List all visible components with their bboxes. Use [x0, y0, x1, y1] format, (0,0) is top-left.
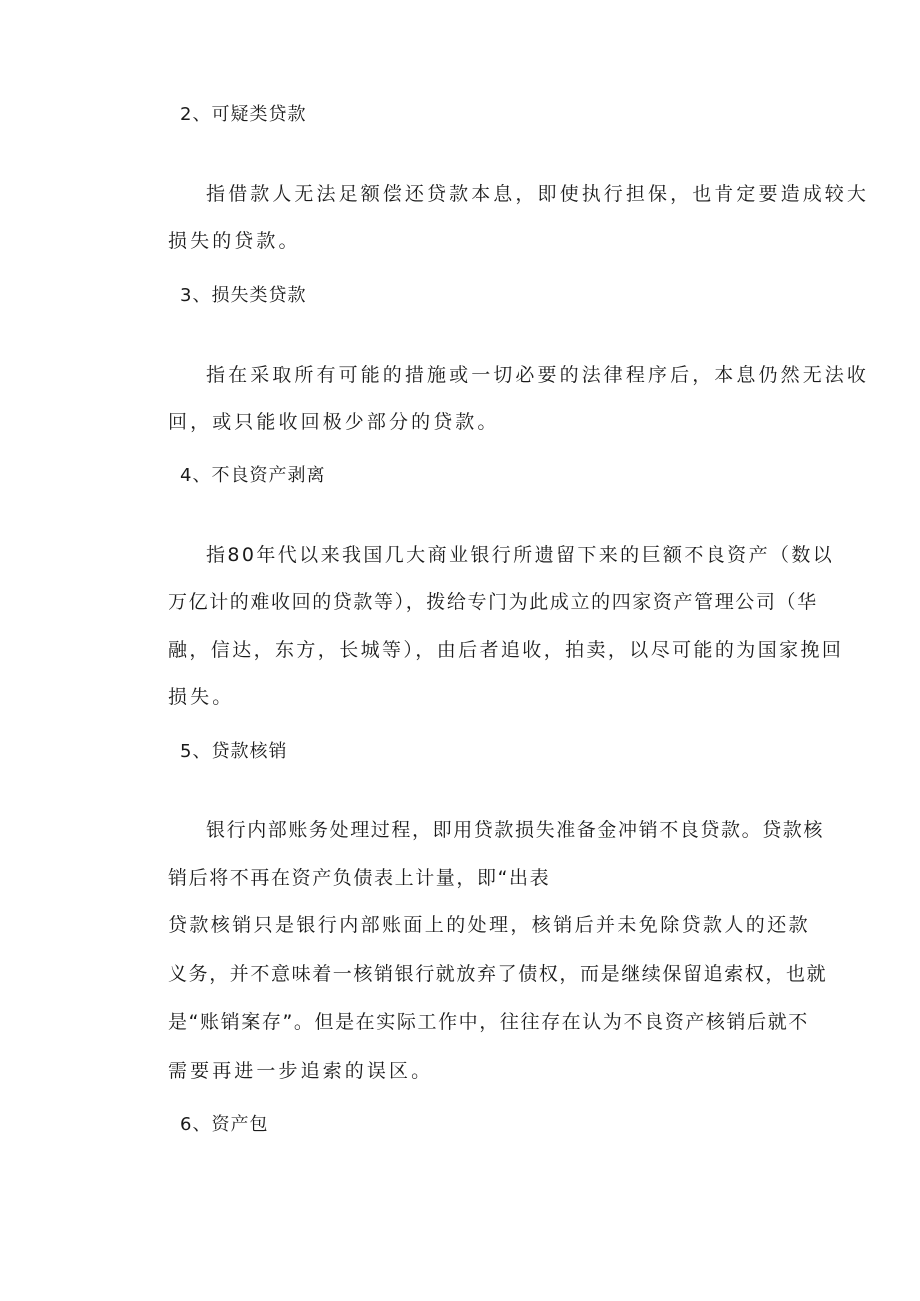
- paragraph-line: 销后将不再在资产负债表上计量，即“出表: [168, 867, 551, 889]
- paragraph-line: 指在采取所有可能的措施或一切必要的法律程序后，本息仍然无法收: [206, 364, 870, 386]
- paragraph-line: 义务，并不意味着一核销银行就放弃了债权，而是继续保留追索权，也就: [168, 963, 828, 985]
- paragraph-line: 指借款人无法足额偿还贷款本息，即使执行担保，也肯定要造成较大: [206, 183, 870, 205]
- section-heading-3: 3、损失类贷款: [180, 285, 307, 306]
- paragraph-line: 需要再进一步追索的误区。: [168, 1060, 434, 1082]
- paragraph-line: 损失的贷款。: [168, 230, 301, 252]
- paragraph-line: 指80年代以来我国几大商业银行所遗留下来的巨额不良资产（数以: [206, 544, 835, 566]
- section-heading-2: 2、可疑类贷款: [180, 104, 307, 125]
- paragraph-line: 是“账销案存”。但是在实际工作中，往往存在认为不良资产核销后就不: [168, 1011, 809, 1033]
- section-heading-4: 4、不良资产剥离: [180, 465, 326, 486]
- section-heading-5: 5、贷款核销: [180, 741, 288, 762]
- section-heading-6: 6、资产包: [180, 1114, 269, 1135]
- paragraph-line: 回，或只能收回极少部分的贷款。: [168, 411, 500, 433]
- paragraph-line: 银行内部账务处理过程，即用贷款损失准备金冲销不良贷款。贷款核: [206, 819, 825, 841]
- paragraph-line: 融，信达，东方，长城等），由后者追收，拍卖，以尽可能的为国家挽回: [168, 639, 844, 661]
- paragraph-line: 万亿计的难收回的贷款等），拨给专门为此成立的四家资产管理公司（华: [168, 591, 818, 613]
- paragraph-line: 贷款核销只是银行内部账面上的处理，核销后并未免除贷款人的还款: [168, 914, 811, 936]
- paragraph-line: 损失。: [168, 686, 235, 708]
